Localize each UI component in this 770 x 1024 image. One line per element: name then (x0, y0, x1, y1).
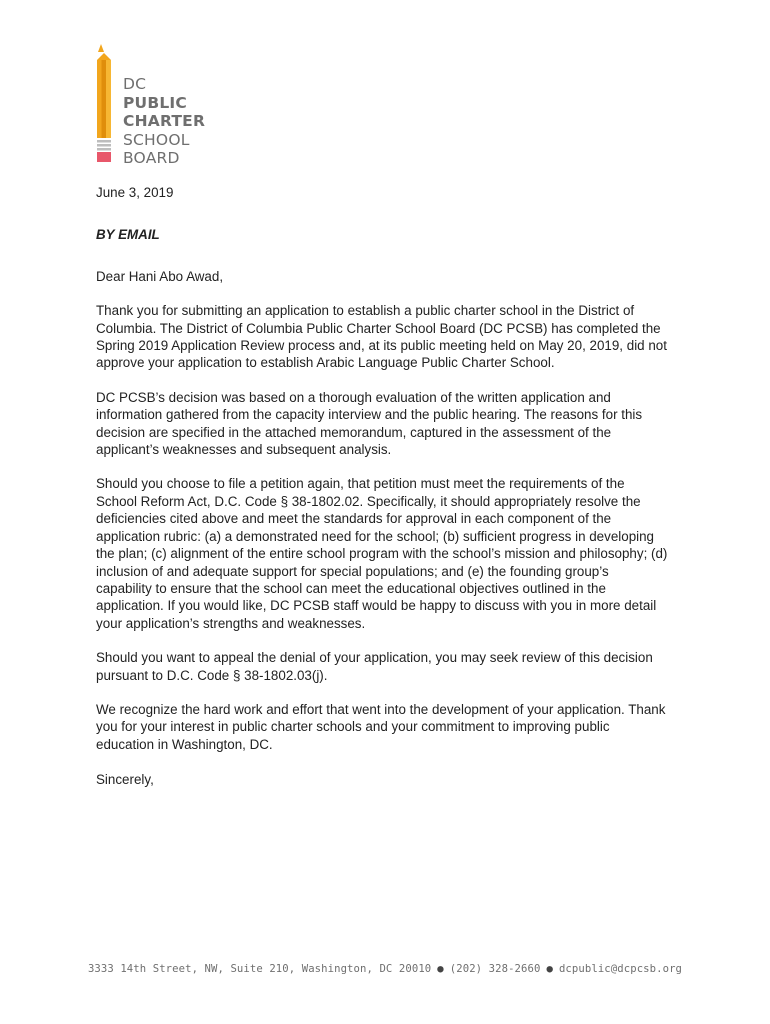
logo-wordmark (123, 75, 205, 168)
pencil-ferrule-3 (97, 148, 111, 151)
delivery-method: BY EMAIL (96, 227, 160, 243)
pencil-ferrule-2 (97, 144, 111, 147)
footer-contact (0, 963, 770, 975)
paragraph-application-decision: Thank you for submitting an application to establish a public charter school in the District of Columbia. The District of Columbia Public Charter School Board (DC PCSB) has completed the Spring 2019 Application Review process and, at its public meeting held on May 20, 2019, did not approve your application to establish Arabic Language Public Charter School. (96, 303, 667, 371)
footer-address: 3333 14th Street, NW, Suite 210, Washington, DC 20010 (87, 963, 432, 975)
pencil-logo-icon (93, 44, 115, 168)
paragraph-thanks: We recognize the hard work and effort that went into the development of your application. Thank you for your interest in public charter schools and your commitment to improving public education in Washington, DC. (96, 701, 666, 752)
logo-line-public: PUBLIC (123, 93, 187, 112)
letter-body (96, 184, 668, 789)
logo-line-charter: CHARTER (123, 112, 206, 130)
pencil-cone (97, 53, 111, 60)
pencil-shaft-middle (102, 60, 107, 138)
letter-date: June 3, 2019 (96, 185, 174, 200)
footer-separator-1: ● (437, 963, 444, 975)
pencil-tip (98, 44, 104, 52)
salutation: Dear Hani Abo Awad, (96, 268, 224, 284)
logo-line-school: SCHOOL (123, 130, 190, 149)
closing: Sincerely, (96, 772, 154, 788)
pencil-shaft-right (106, 60, 111, 138)
logo-line-dc: DC (123, 75, 147, 93)
footer-separator-2: ● (546, 963, 553, 975)
paragraph-refiling-requirements: Should you choose to file a petition again, that petition must meet the requirements of the School Reform Act, D.C. Code § 38-1802.02. Specifically, it should appropriately resolve the deficiencies cited above and meet the standards for approval in each component of the application rubric: (a) a demonstrated need for the school; (b) sufficient progress in developing the plan; (c) alignment of the entire school program with the school’s mission and philosophy; (d) inclusion of and adequate support for special populations; and (e) the founding group’s capability to ensure that the school can meet the educational objectives outlined in the application. If you would like, DC PCSB staff would be happy to discuss with you in more detail your application’s strengths and weaknesses. (96, 476, 668, 631)
pencil-eraser (97, 152, 111, 162)
pencil-shaft-left (97, 60, 102, 138)
paragraph-appeal: Should you want to appeal the denial of your application, you may seek review of this decision pursuant to D.C. Code § 38-1802.03(j). (96, 650, 653, 683)
dcpcsb-logo (93, 44, 233, 168)
paragraph-decision-basis: DC PCSB’s decision was based on a thorough evaluation of the written application and information gathered from the capacity interview and the public hearing. The reasons for this decision are specified in the attached memorandum, captured in the assessment of the applicant’s weaknesses and subsequent analysis. (96, 389, 643, 458)
logo-line-board: BOARD (123, 149, 180, 167)
footer-email: dcpublic@dcpcsb.org (558, 963, 683, 975)
footer-phone: (202) 328-2660 (449, 963, 541, 975)
pencil-ferrule-1 (97, 140, 111, 143)
